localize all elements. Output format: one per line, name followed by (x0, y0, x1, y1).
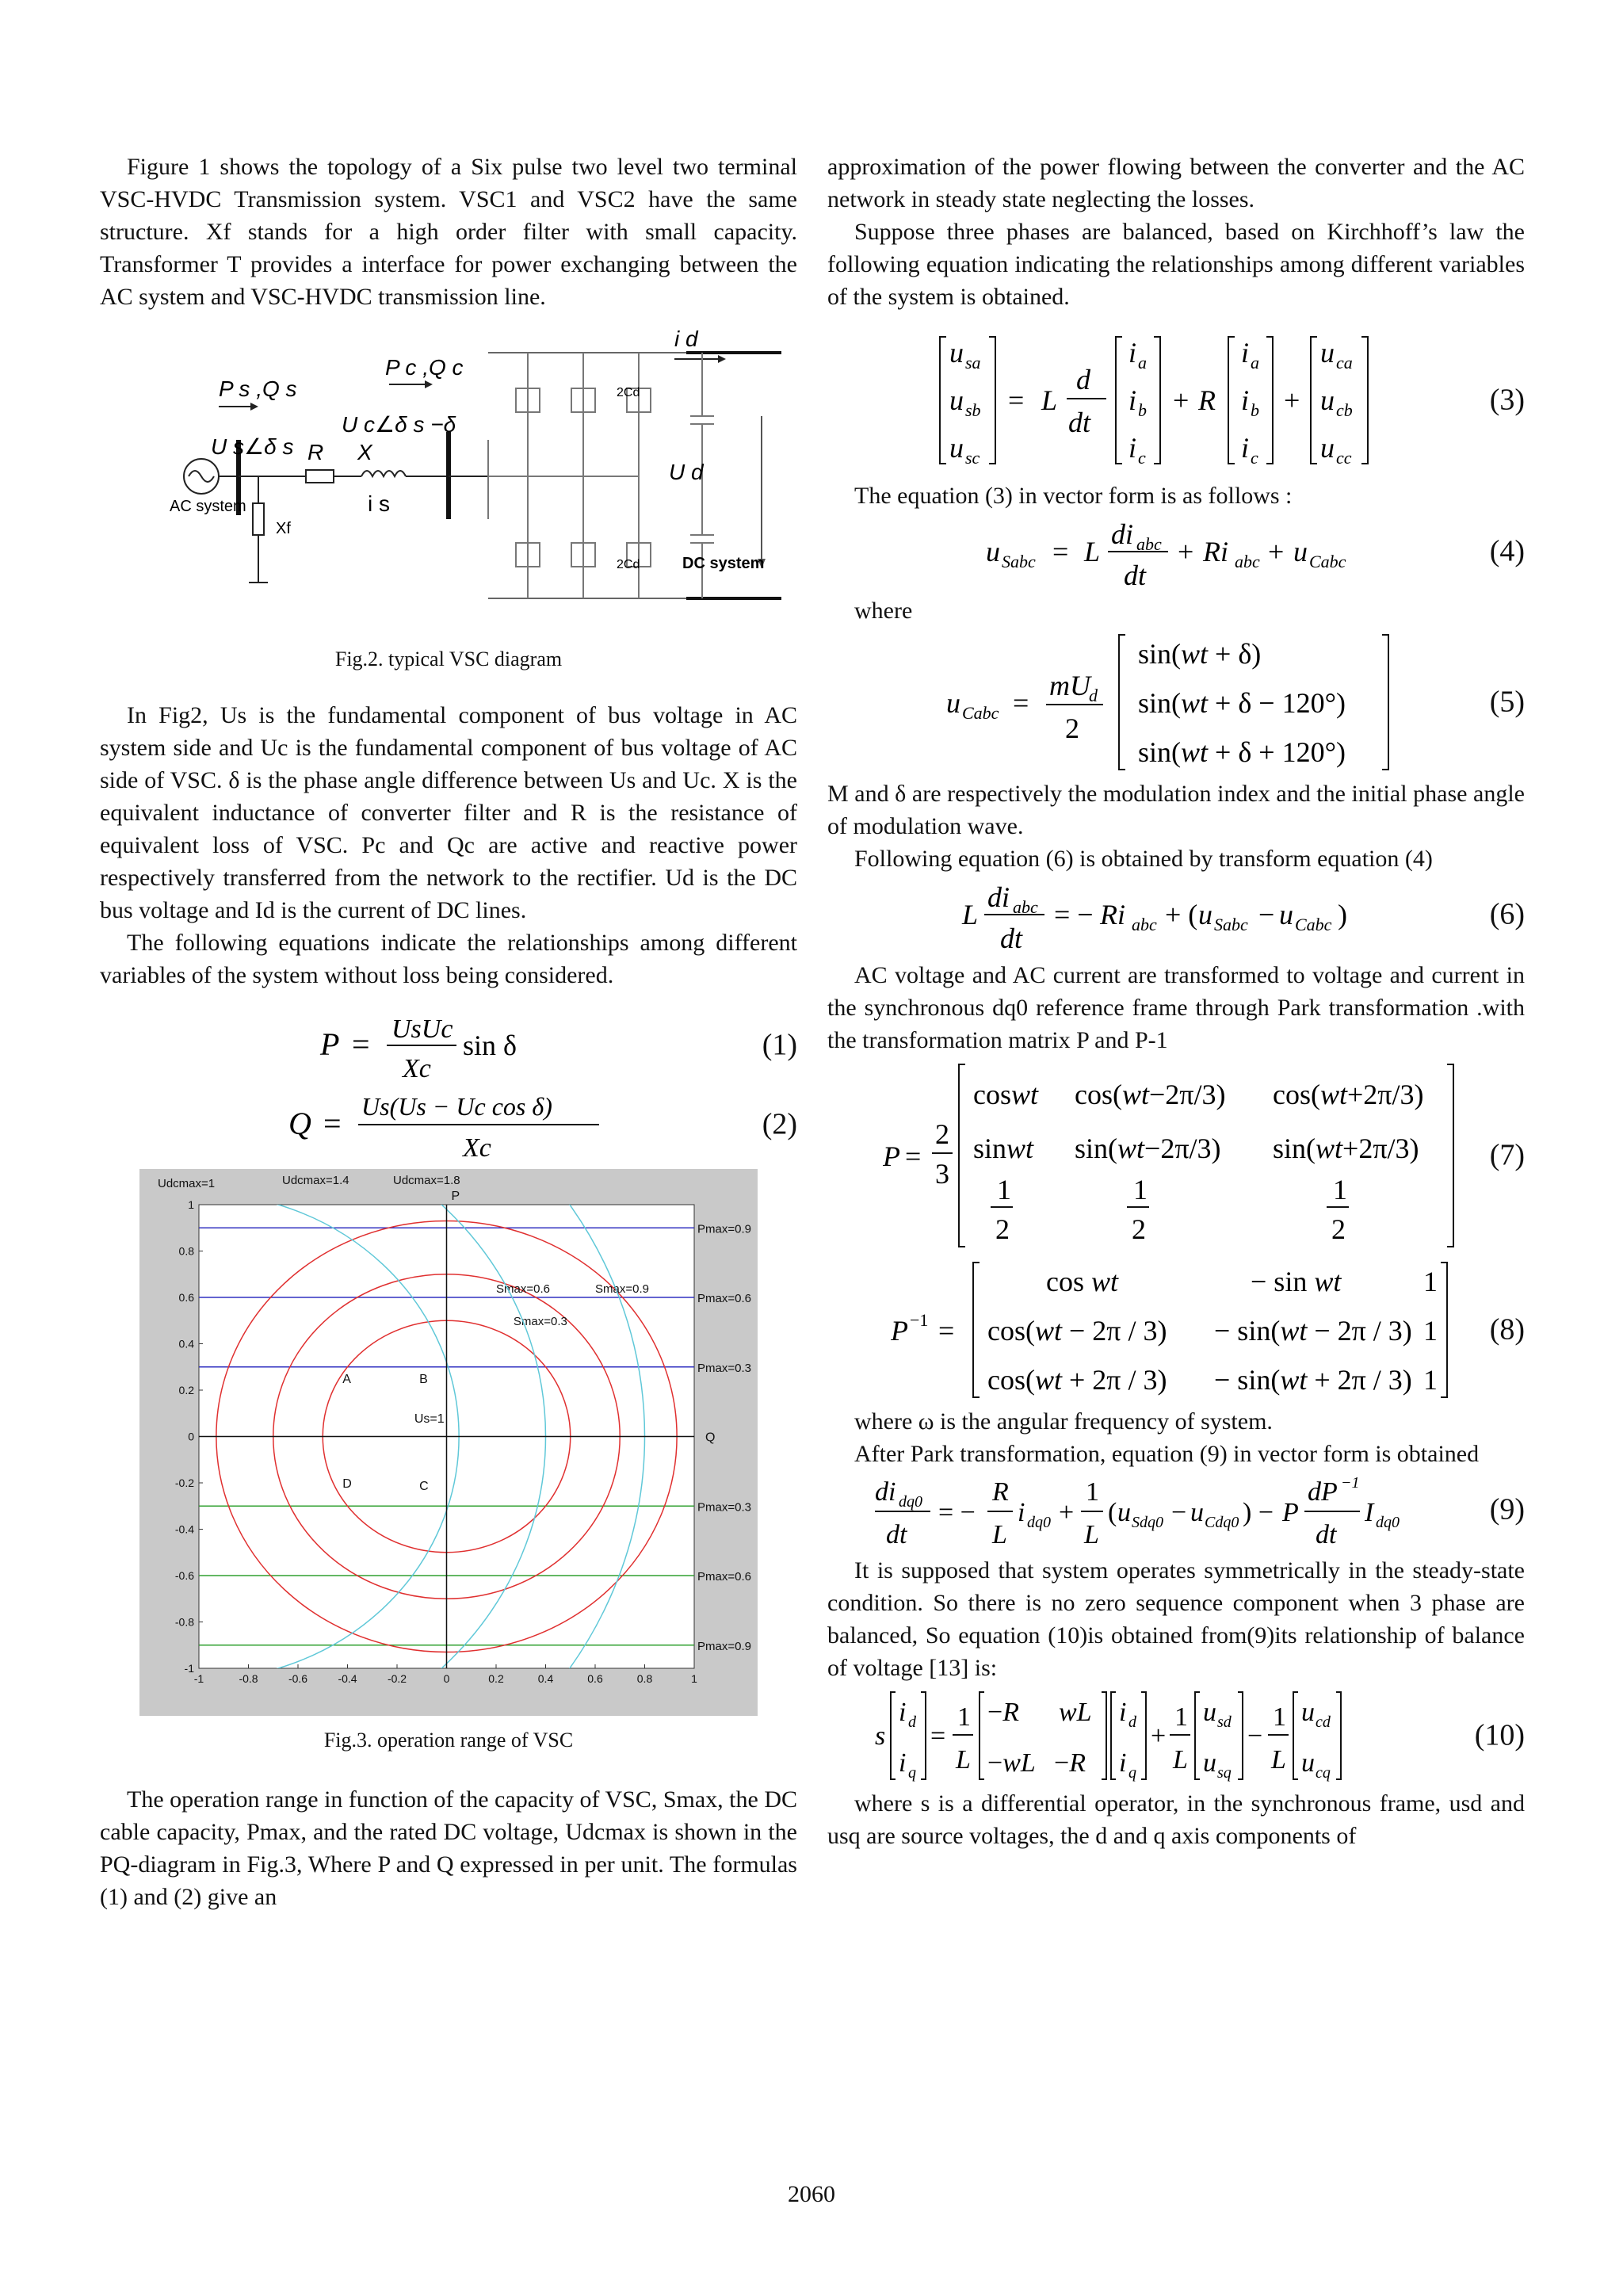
y-tick-label: 0.4 (178, 1337, 194, 1350)
y-tick-label: -1 (184, 1662, 194, 1675)
svg-text:sb: sb (965, 400, 981, 420)
svg-text:L: L (1173, 1745, 1188, 1775)
paragraph: Suppose three phases are balanced, based on Kirchhoff’s law the following equation indicating the relationships among different variables of the system is obtained. (827, 219, 1525, 310)
pq-diagram-chart (139, 1169, 758, 1716)
paragraph: where (854, 598, 913, 624)
paragraph: It is supposed that system operates symmetrically in the steady-state condition. So there is no zero sequence component when 3 phase are balanced, So equation (10)is obtained from(9)its relationship of balance of voltage [13] is: (827, 1557, 1525, 1681)
svg-text:dq0: dq0 (899, 1493, 922, 1511)
svg-text:1: 1 (1133, 1174, 1148, 1205)
x-label: X (357, 440, 372, 464)
y-tick-label: -0.8 (174, 1615, 194, 1629)
svg-text:u: u (949, 432, 964, 464)
svg-text:i: i (1128, 384, 1137, 416)
y-tick-label: -0.6 (174, 1569, 194, 1582)
svg-text:L: L (1271, 1745, 1286, 1775)
svg-text:+: + (1284, 384, 1300, 416)
equation-number: (5) (1489, 685, 1525, 719)
svg-text:u: u (1320, 432, 1335, 464)
x-tick-label: -0.8 (239, 1672, 258, 1685)
svg-text:dq0: dq0 (1027, 1514, 1051, 1531)
svg-text:abc: abc (1132, 915, 1157, 934)
svg-text:sin(wt + δ − 120°): sin(wt + δ − 120°) (1138, 687, 1346, 719)
equation-number: (2) (762, 1107, 797, 1141)
svg-text:L: L (956, 1745, 971, 1775)
svg-text:R: R (992, 1477, 1009, 1507)
x-tick-label: -0.2 (387, 1672, 407, 1685)
svg-text:=: = (1013, 687, 1029, 719)
left-column (100, 151, 797, 1913)
svg-text:Us(Us − Uc cos δ): Us(Us − Uc cos δ) (361, 1092, 552, 1121)
svg-text:L: L (1084, 1520, 1099, 1549)
svg-text:cos(wt + 2π / 3): cos(wt + 2π / 3) (987, 1364, 1167, 1396)
svg-text:abc: abc (1235, 552, 1260, 571)
y-tick-label: 1 (188, 1198, 194, 1211)
y-tick-label: -0.4 (174, 1522, 194, 1536)
ac-system-label: AC system (170, 498, 246, 515)
paragraph: The following equations indicate the relationships among different variables of the system without loss being considered. (100, 930, 797, 988)
svg-text:−R: −R (1054, 1748, 1086, 1778)
svg-text:−R: −R (987, 1698, 1019, 1727)
svg-text:Sdq0: Sdq0 (1132, 1514, 1163, 1531)
region-label: B (419, 1373, 428, 1387)
svg-text:1: 1 (1423, 1266, 1438, 1297)
uc-angle-label: U c∠δ s −δ (342, 412, 456, 437)
smax-label: Smax=0.3 (513, 1315, 567, 1329)
svg-text:Sabc: Sabc (1214, 915, 1248, 934)
svg-text:dt: dt (1124, 560, 1147, 591)
svg-text:cos(wt−2π/3): cos(wt−2π/3) (1075, 1079, 1226, 1110)
equation-2 (100, 1085, 797, 1164)
svg-text:1: 1 (957, 1702, 971, 1732)
svg-text:+: + (1173, 384, 1190, 416)
pmax-label: Pmax=0.6 (697, 1292, 751, 1305)
svg-text:2: 2 (995, 1213, 1010, 1245)
svg-text:sc: sc (965, 448, 980, 468)
pmax-label: Pmax=0.3 (697, 1361, 751, 1375)
svg-text:i: i (1018, 1498, 1025, 1527)
svg-text:cos(wt+2π/3): cos(wt+2π/3) (1273, 1079, 1424, 1110)
equation-number: (4) (1489, 534, 1525, 568)
svg-text:i: i (1241, 384, 1250, 416)
svg-text:i: i (899, 1748, 907, 1778)
paragraph: Figure 1 shows the topology of a Six pulse two level two terminal VSC-HVDC Transmission system. VSC1 and VSC2 have the same structure. Xf stands for a high order filter with small capacity. Transformer T provides a interface for power exchanging between the AC system and VSC-HVDC transmission line. (100, 154, 797, 310)
svg-text:+: + (1151, 1721, 1167, 1751)
equation-number: (8) (1489, 1312, 1525, 1347)
svg-text:i: i (1128, 337, 1137, 369)
p-axis-label: P (451, 1190, 460, 1203)
paragraph: approximation of the power flowing between the converter and the AC network in steady state neglecting the losses. (827, 154, 1525, 212)
svg-text:sin(wt+2π/3): sin(wt+2π/3) (1273, 1133, 1419, 1164)
svg-text:sa: sa (965, 353, 981, 372)
svg-text:−wL: −wL (987, 1748, 1036, 1778)
svg-text:−1: −1 (910, 1310, 929, 1330)
svg-text:= −: = − (1054, 899, 1094, 930)
xf-label: Xf (276, 520, 291, 537)
svg-text:+: + (1178, 536, 1194, 567)
svg-text:Ri: Ri (1203, 536, 1228, 567)
svg-text:R: R (1198, 384, 1216, 416)
cap-top-label: 2Cd (617, 386, 640, 399)
udcmax-label: Udcmax=1.8 (393, 1174, 460, 1187)
svg-text:3: 3 (935, 1158, 949, 1190)
paragraph: Following equation (6) is obtained by transform equation (4) (854, 846, 1433, 872)
y-tick-label: -0.2 (174, 1477, 194, 1489)
equation-number: (10) (1474, 1718, 1525, 1752)
svg-text:Ri: Ri (1100, 899, 1125, 930)
x-tick-label: -0.4 (338, 1672, 357, 1685)
svg-text:= −: = − (938, 1498, 976, 1527)
svg-text:− sin(wt + 2π / 3): − sin(wt + 2π / 3) (1214, 1364, 1412, 1396)
pmax-label: Pmax=0.6 (697, 1570, 751, 1584)
svg-text:P: P (883, 1140, 900, 1172)
svg-text:1: 1 (1174, 1702, 1188, 1732)
svg-text:P: P (1282, 1498, 1299, 1527)
svg-text:− sin wt: − sin wt (1251, 1266, 1342, 1297)
svg-text:u: u (949, 337, 964, 369)
svg-text:2: 2 (935, 1118, 949, 1150)
page-number: 2060 (788, 2181, 835, 2207)
equation-4 (827, 512, 1525, 591)
region-label: Us=1 (414, 1412, 445, 1426)
svg-text:=: = (352, 1026, 370, 1062)
x-tick-label: 0.4 (537, 1672, 554, 1685)
svg-text:dt: dt (1316, 1520, 1337, 1549)
svg-text:a: a (1251, 353, 1259, 372)
paragraph: M and δ are respectively the modulation index and the initial phase angle of modulation wave. (827, 781, 1525, 839)
ps-qs-label: P s ,Q s (219, 376, 297, 401)
svg-text:c: c (1251, 448, 1258, 468)
is-label: i s (368, 491, 390, 516)
region-label: C (419, 1479, 429, 1493)
svg-text:1: 1 (1423, 1315, 1438, 1347)
svg-text:d: d (1076, 364, 1090, 395)
equation-1 (100, 1006, 797, 1085)
udcmax-label: Udcmax=1 (158, 1177, 216, 1190)
svg-text:=: = (1052, 536, 1069, 567)
r-label: R (307, 440, 324, 464)
svg-text:−: − (1171, 1498, 1187, 1527)
svg-text:L: L (1041, 384, 1058, 416)
svg-text:dt: dt (1000, 923, 1023, 954)
svg-text:u: u (1279, 899, 1293, 930)
svg-text:u: u (1117, 1498, 1131, 1527)
svg-text:sin(wt−2π/3): sin(wt−2π/3) (1075, 1133, 1221, 1164)
svg-text:L: L (962, 899, 979, 930)
svg-text:q: q (1128, 1764, 1136, 1782)
svg-text:dP: dP (1308, 1477, 1338, 1507)
equation-3 (827, 321, 1525, 479)
svg-text:u: u (1301, 1748, 1315, 1778)
svg-text:−: − (1258, 899, 1275, 930)
svg-text:dt: dt (886, 1520, 907, 1549)
svg-text:=: = (323, 1106, 342, 1141)
x-tick-label: 0 (443, 1672, 450, 1685)
svg-text:I: I (1365, 1498, 1374, 1527)
paragraph: The equation (3) in vector form is as follows : (854, 483, 1293, 509)
equation-7 (827, 1056, 1525, 1255)
smax-label: Smax=0.9 (595, 1282, 649, 1297)
svg-text:cd: cd (1316, 1713, 1331, 1731)
svg-text:Cabc: Cabc (1295, 915, 1332, 934)
svg-text:=: = (930, 1721, 946, 1751)
right-column (827, 151, 1525, 1852)
y-tick-label: 0 (188, 1430, 194, 1443)
svg-text:d: d (1128, 1713, 1136, 1731)
svg-text:Sabc: Sabc (1002, 552, 1036, 571)
svg-text:u: u (1293, 536, 1308, 567)
svg-text:P: P (320, 1026, 340, 1062)
svg-text:abc: abc (1013, 897, 1038, 917)
svg-text:b: b (1138, 400, 1147, 420)
svg-text:cos wt: cos wt (1046, 1266, 1119, 1297)
svg-text:cq: cq (1316, 1764, 1331, 1782)
svg-text:di: di (875, 1477, 896, 1507)
fig3-caption: Fig.3. operation range of VSC (323, 1729, 574, 1752)
svg-text:Cdq0: Cdq0 (1205, 1514, 1239, 1531)
region-label: D (342, 1477, 352, 1491)
y-tick-label: 0.8 (178, 1244, 194, 1258)
ud-label: U d (669, 460, 704, 484)
svg-text:=: = (938, 1315, 955, 1347)
svg-text:Xc: Xc (463, 1133, 491, 1163)
svg-text:u: u (1198, 899, 1212, 930)
svg-text:u: u (1190, 1498, 1204, 1527)
x-tick-label: 0.8 (636, 1672, 653, 1685)
svg-text:Q: Q (288, 1106, 311, 1141)
svg-text:i: i (1128, 432, 1137, 464)
fig2-caption: Fig.2. typical VSC diagram (334, 648, 563, 670)
svg-text:+: + (1268, 536, 1285, 567)
svg-text:sin(wt + δ + 120°): sin(wt + δ + 120°) (1138, 736, 1346, 768)
svg-text:2: 2 (1331, 1213, 1346, 1245)
svg-text:sinwt: sinwt (973, 1133, 1034, 1164)
x-tick-label: -1 (193, 1672, 204, 1685)
svg-text:P: P (891, 1315, 908, 1347)
region-label: A (342, 1373, 351, 1387)
svg-text:1: 1 (1423, 1364, 1438, 1396)
paragraph: In Fig2, Us is the fundamental component of bus voltage in AC system side and Uc is the fundamental component of bus voltage of AC side of VSC. δ is the phase angle difference between Us and Uc. X is the equivalent inductance of converter filter and R is the resistance of equivalent loss of VSC. Pc and Qc are active and reactive power respectively transferred from the network to the rectifier. Ud is the DC bus voltage and Id is the current of DC lines. (100, 702, 797, 923)
svg-text:u: u (949, 384, 964, 416)
equation-number: (1) (762, 1028, 797, 1062)
equation-number: (9) (1489, 1492, 1525, 1526)
svg-text:1: 1 (1086, 1477, 1099, 1507)
svg-text:i: i (899, 1698, 907, 1727)
svg-text:sin δ: sin δ (463, 1030, 517, 1061)
equation-10 (827, 1684, 1525, 1787)
svg-text:d: d (908, 1713, 916, 1731)
svg-text:b: b (1251, 400, 1259, 420)
pmax-label: Pmax=0.3 (697, 1500, 751, 1515)
svg-text:i: i (1119, 1698, 1127, 1727)
svg-text:mU: mU (1049, 670, 1090, 701)
svg-text:L: L (1084, 536, 1101, 567)
svg-text:i: i (1241, 432, 1250, 464)
x-tick-label: 0.2 (488, 1672, 504, 1685)
smax-label: Smax=0.6 (496, 1282, 550, 1297)
svg-text:1: 1 (997, 1174, 1011, 1205)
svg-text:i: i (1119, 1748, 1127, 1778)
svg-text:wL: wL (1059, 1698, 1092, 1727)
svg-text:dt: dt (1068, 407, 1091, 438)
svg-text:1: 1 (1273, 1702, 1286, 1732)
paragraph: After Park transformation, equation (9) in vector form is obtained (854, 1441, 1480, 1467)
pmax-label: Pmax=0.9 (697, 1639, 751, 1653)
dc-system-label: DC system (682, 555, 765, 572)
equation-6 (827, 875, 1525, 954)
x-tick-label: 1 (691, 1672, 697, 1685)
svg-text:Cabc: Cabc (962, 703, 999, 723)
svg-text:u: u (1203, 1698, 1216, 1727)
svg-text:=: = (1008, 384, 1025, 416)
svg-text:+ (: + ( (1165, 899, 1198, 930)
fig2-vsc-diagram (100, 321, 797, 638)
svg-text:sd: sd (1217, 1713, 1232, 1731)
paragraph: where s is a differential operator, in the synchronous frame, usd and usq are source voltages, the d and q axis components of (827, 1790, 1525, 1849)
svg-text:a: a (1138, 353, 1147, 372)
equation-5 (827, 627, 1525, 777)
q-axis-label: Q (705, 1431, 716, 1445)
svg-text:u: u (1320, 384, 1335, 416)
paragraph: where ω is the angular frequency of system. (854, 1408, 1273, 1435)
svg-text:−: − (1247, 1721, 1263, 1751)
svg-text:ca: ca (1336, 353, 1353, 372)
svg-text:): ) (1338, 899, 1347, 930)
svg-text:di: di (987, 881, 1010, 913)
svg-text:1: 1 (1333, 1174, 1347, 1205)
paragraph: AC voltage and AC current are transformed to voltage and current in the synchronous dq0 reference frame through Park transformation .with the transformation matrix P and P-1 (827, 962, 1525, 1053)
svg-text:cb: cb (1336, 400, 1353, 420)
svg-text:dq0: dq0 (1376, 1514, 1400, 1531)
equation-9 (827, 1470, 1525, 1549)
svg-text:abc: abc (1136, 534, 1162, 554)
pmax-label: Pmax=0.9 (697, 1222, 751, 1236)
svg-text:s: s (875, 1721, 886, 1751)
equation-number: (3) (1489, 383, 1525, 417)
svg-text:+: + (1059, 1498, 1075, 1527)
svg-text:cos(wt − 2π / 3): cos(wt − 2π / 3) (987, 1315, 1167, 1347)
y-tick-label: 0.6 (178, 1291, 194, 1304)
x-tick-label: -0.6 (288, 1672, 308, 1685)
svg-text:) −: ) − (1243, 1498, 1274, 1527)
svg-text:di: di (1111, 518, 1134, 550)
id-label: i d (674, 327, 698, 351)
cap-bottom-label: 2Cd (617, 558, 640, 571)
svg-text:L: L (992, 1520, 1007, 1549)
us-angle-label: U s∠δ s (211, 434, 294, 459)
svg-text:sq: sq (1217, 1764, 1232, 1782)
svg-text:(: ( (1108, 1498, 1117, 1527)
svg-text:u: u (946, 687, 960, 719)
pc-qc-label: P c ,Q c (385, 355, 464, 380)
svg-text:d: d (1089, 686, 1098, 705)
svg-text:i: i (1241, 337, 1250, 369)
svg-text:UsUc: UsUc (391, 1014, 453, 1044)
svg-text:u: u (1320, 337, 1335, 369)
y-tick-label: 0.2 (178, 1384, 194, 1396)
udcmax-label: Udcmax=1.4 (282, 1174, 349, 1187)
svg-text:coswt: coswt (973, 1079, 1039, 1110)
svg-text:sin(wt + δ): sin(wt + δ) (1138, 638, 1262, 670)
svg-text:2: 2 (1132, 1213, 1146, 1245)
svg-text:u: u (986, 536, 1000, 567)
svg-text:2: 2 (1065, 712, 1079, 744)
x-tick-label: 0.6 (587, 1672, 603, 1685)
equation-number: (7) (1489, 1138, 1525, 1172)
paragraph: The operation range in function of the capacity of VSC, Smax, the DC cable capacity, Pmax, and the rated DC voltage, Udcmax is shown in the PQ-diagram in Fig.3, Where P and Q expressed in per unit. The formulas (1) and (2) give an (100, 1786, 797, 1910)
svg-text:c: c (1138, 448, 1146, 468)
equation-8 (827, 1255, 1525, 1405)
svg-text:Cabc: Cabc (1309, 552, 1346, 571)
equation-number: (6) (1489, 897, 1525, 931)
svg-text:u: u (1301, 1698, 1315, 1727)
svg-text:cc: cc (1336, 448, 1352, 468)
svg-text:q: q (908, 1764, 916, 1782)
svg-text:u: u (1203, 1748, 1216, 1778)
svg-text:=: = (905, 1140, 922, 1172)
svg-text:−1: −1 (1341, 1474, 1360, 1492)
svg-text:− sin(wt − 2π / 3): − sin(wt − 2π / 3) (1214, 1315, 1412, 1347)
svg-text:Xc: Xc (403, 1054, 431, 1083)
